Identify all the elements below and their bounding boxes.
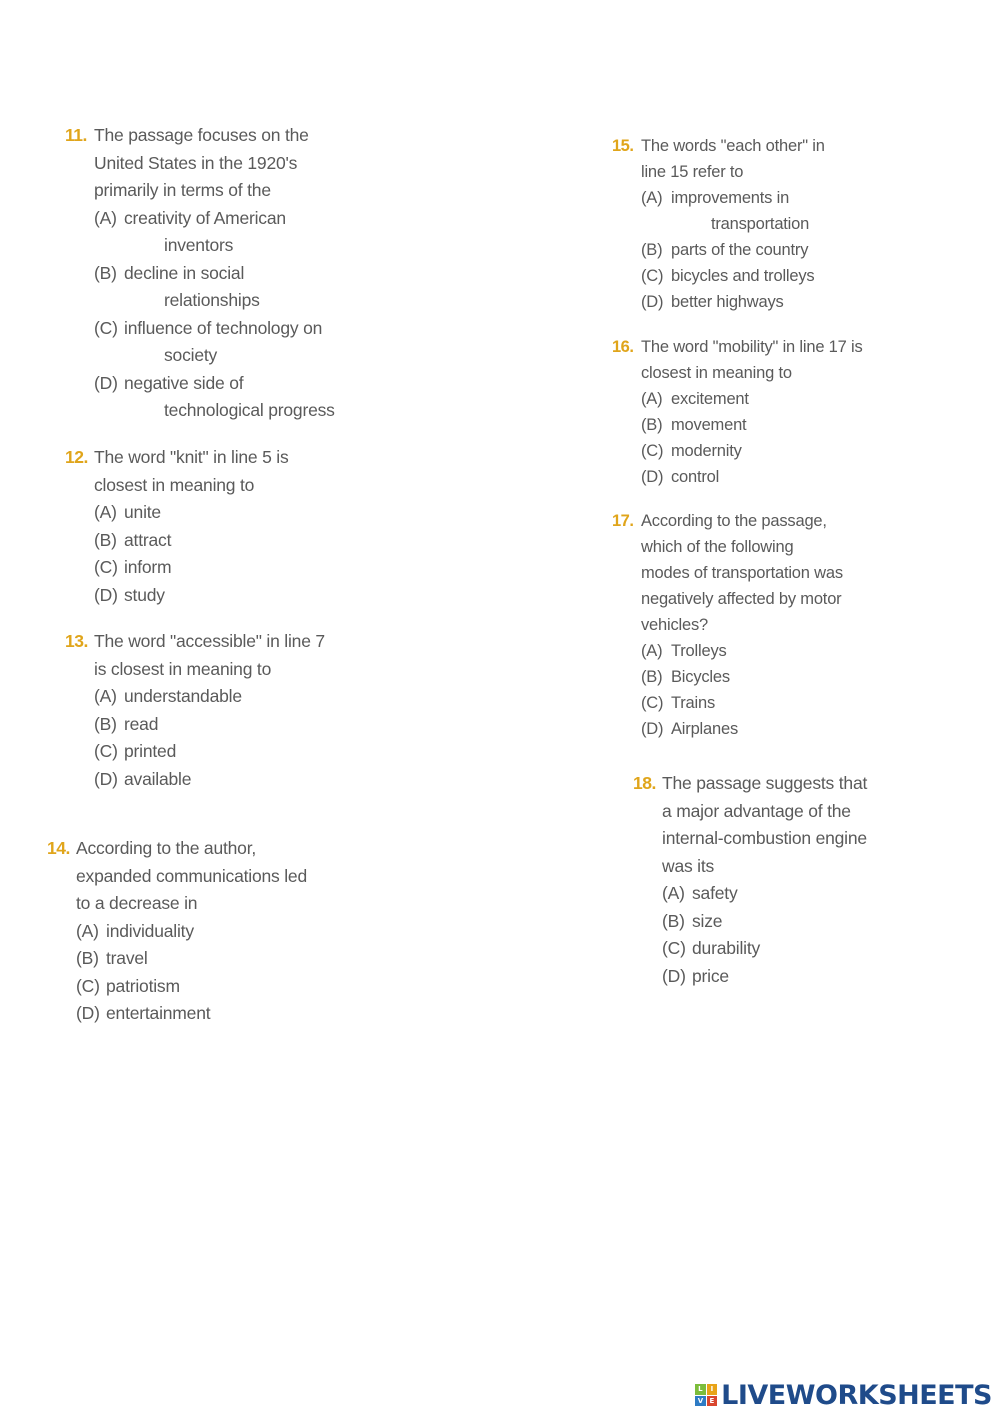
question-stem: The word "knit" in line 5 is closest in meaning to <box>94 447 289 495</box>
answer-option[interactable] <box>94 370 335 425</box>
liveworksheets-logo-icon <box>695 1384 717 1406</box>
option-text: modernity <box>671 442 742 460</box>
option-letter: (A) <box>94 686 117 706</box>
option-letter: (C) <box>94 741 118 761</box>
option-letter: (C) <box>662 938 686 958</box>
question-stem: The words "each other" in line 15 refer to <box>641 137 825 181</box>
answer-option[interactable] <box>641 438 863 464</box>
answer-option[interactable] <box>76 918 307 946</box>
option-text: patriotism <box>106 975 180 996</box>
option-text: improvements in <box>671 189 790 207</box>
question-17 <box>612 508 843 742</box>
option-text: attract <box>124 529 172 550</box>
option-letter: (B) <box>641 416 663 434</box>
answer-option[interactable] <box>641 386 863 412</box>
option-text: Airplanes <box>671 720 738 738</box>
answer-option[interactable] <box>94 766 325 794</box>
option-text: durability <box>692 938 761 958</box>
option-letter: (B) <box>76 948 99 968</box>
option-letter: (D) <box>641 468 664 486</box>
option-text: society <box>164 345 218 365</box>
option-text: Bicycles <box>671 668 730 686</box>
option-letter: (A) <box>641 189 663 207</box>
answer-option[interactable] <box>94 738 325 766</box>
option-letter: (C) <box>76 975 100 996</box>
question-15 <box>612 133 825 315</box>
option-letter: (C) <box>641 442 664 460</box>
option-text: study <box>124 584 165 605</box>
option-letter: (D) <box>641 293 664 311</box>
option-text: price <box>692 965 729 986</box>
option-text: individuality <box>106 920 194 941</box>
option-text: negative side of <box>124 372 244 393</box>
answer-option[interactable] <box>641 716 843 742</box>
option-text: decline in social <box>124 262 245 283</box>
option-text: printed <box>124 741 177 761</box>
question-16 <box>612 334 863 490</box>
answer-option[interactable] <box>94 205 335 260</box>
option-letter: (D) <box>641 720 664 738</box>
option-letter: (B) <box>641 241 663 259</box>
question-stem: The passage focuses on the United States in the 1920's primarily in terms of the <box>94 125 309 200</box>
answer-option[interactable] <box>94 527 289 555</box>
logo-letter: V <box>695 1396 706 1407</box>
option-letter: (C) <box>641 694 664 712</box>
answer-option[interactable] <box>641 638 843 664</box>
logo-letter: E <box>707 1396 718 1407</box>
option-text: size <box>692 910 723 931</box>
question-12 <box>65 444 289 609</box>
answer-option[interactable] <box>94 683 325 711</box>
question-number: 12. <box>65 447 88 467</box>
option-letter: (B) <box>641 668 663 686</box>
option-text: unite <box>124 502 161 522</box>
question-stem: The word "mobility" in line 17 is closest in meaning to <box>641 338 863 382</box>
option-text: bicycles and trolleys <box>671 267 815 285</box>
answer-option[interactable] <box>76 973 307 1001</box>
liveworksheets-footer <box>695 1380 992 1410</box>
logo-letter: L <box>695 1384 706 1395</box>
option-text: inventors <box>164 235 234 255</box>
option-letter: (B) <box>662 910 685 931</box>
question-stem: According to the passage, which of the following modes of transportation was negatively affected by motor vehicles? <box>641 512 843 634</box>
option-text: travel <box>106 948 148 968</box>
answer-option[interactable] <box>76 1000 307 1028</box>
option-letter: (A) <box>641 390 663 408</box>
answer-option[interactable] <box>94 554 289 582</box>
option-text: creativity of American <box>124 207 286 228</box>
option-text: excitement <box>671 390 749 408</box>
answer-option[interactable] <box>641 412 863 438</box>
option-letter: (C) <box>641 267 664 285</box>
option-letter: (B) <box>94 713 117 734</box>
answer-option[interactable] <box>641 185 825 237</box>
option-text: parts of the country <box>671 241 809 259</box>
answer-option[interactable] <box>641 263 825 289</box>
option-text: relationships <box>164 290 260 310</box>
option-letter: (B) <box>94 262 117 283</box>
answer-option[interactable] <box>662 935 867 963</box>
question-number: 13. <box>65 631 88 651</box>
question-number: 15. <box>612 137 634 155</box>
question-stem: According to the author, expanded communications led to a decrease in <box>76 838 307 913</box>
option-text: safety <box>692 883 738 903</box>
option-letter: (A) <box>94 502 117 522</box>
option-letter: (D) <box>94 584 118 605</box>
answer-option[interactable] <box>641 237 825 263</box>
option-letter: (A) <box>76 920 99 941</box>
brand-name: LIVEWORKSHEETS <box>721 1379 992 1411</box>
question-stem: The word "accessible" in line 7 is closest in meaning to <box>94 631 325 679</box>
question-number: 17. <box>612 512 634 530</box>
answer-option[interactable] <box>641 690 843 716</box>
option-text: understandable <box>124 686 242 706</box>
option-letter: (B) <box>94 529 117 550</box>
option-text: control <box>671 468 720 486</box>
answer-option[interactable] <box>662 880 867 908</box>
option-text: influence of technology on <box>124 317 323 338</box>
answer-option[interactable] <box>94 711 325 739</box>
question-number: 18. <box>633 773 656 793</box>
option-text: transportation <box>711 215 810 233</box>
option-letter: (D) <box>94 372 118 393</box>
logo-letter: I <box>707 1384 718 1395</box>
option-letter: (A) <box>662 883 685 903</box>
option-letter: (A) <box>641 642 663 660</box>
question-stem: The passage suggests that a major advantage of the internal-combustion engine was its <box>662 773 868 876</box>
answer-option[interactable] <box>76 945 307 973</box>
option-letter: (A) <box>94 207 117 228</box>
answer-option[interactable] <box>641 289 825 315</box>
option-text: movement <box>671 416 747 434</box>
answer-option[interactable] <box>94 499 289 527</box>
question-number: 16. <box>612 338 634 356</box>
answer-option[interactable] <box>94 260 335 315</box>
answer-option[interactable] <box>641 464 863 490</box>
option-text: Trolleys <box>671 642 727 660</box>
option-text: inform <box>124 557 172 577</box>
question-18 <box>633 770 868 990</box>
option-text: better highways <box>671 293 784 311</box>
answer-option[interactable] <box>662 963 867 991</box>
question-11 <box>65 122 335 425</box>
option-letter: (D) <box>94 768 118 789</box>
question-13 <box>65 628 325 793</box>
answer-option[interactable] <box>662 908 867 936</box>
option-text: available <box>124 768 192 789</box>
option-text: entertainment <box>106 1003 211 1023</box>
option-letter: (C) <box>94 557 118 577</box>
question-number: 11. <box>65 125 87 145</box>
answer-option[interactable] <box>641 664 843 690</box>
option-text: read <box>124 713 159 734</box>
question-number: 14. <box>47 838 70 858</box>
answer-option[interactable] <box>94 315 335 370</box>
option-text: technological progress <box>164 400 335 420</box>
option-text: Trains <box>671 694 716 712</box>
answer-option[interactable] <box>94 582 289 610</box>
option-letter: (D) <box>662 965 686 986</box>
option-letter: (C) <box>94 317 118 338</box>
question-14 <box>47 835 307 1028</box>
option-letter: (D) <box>76 1003 100 1023</box>
